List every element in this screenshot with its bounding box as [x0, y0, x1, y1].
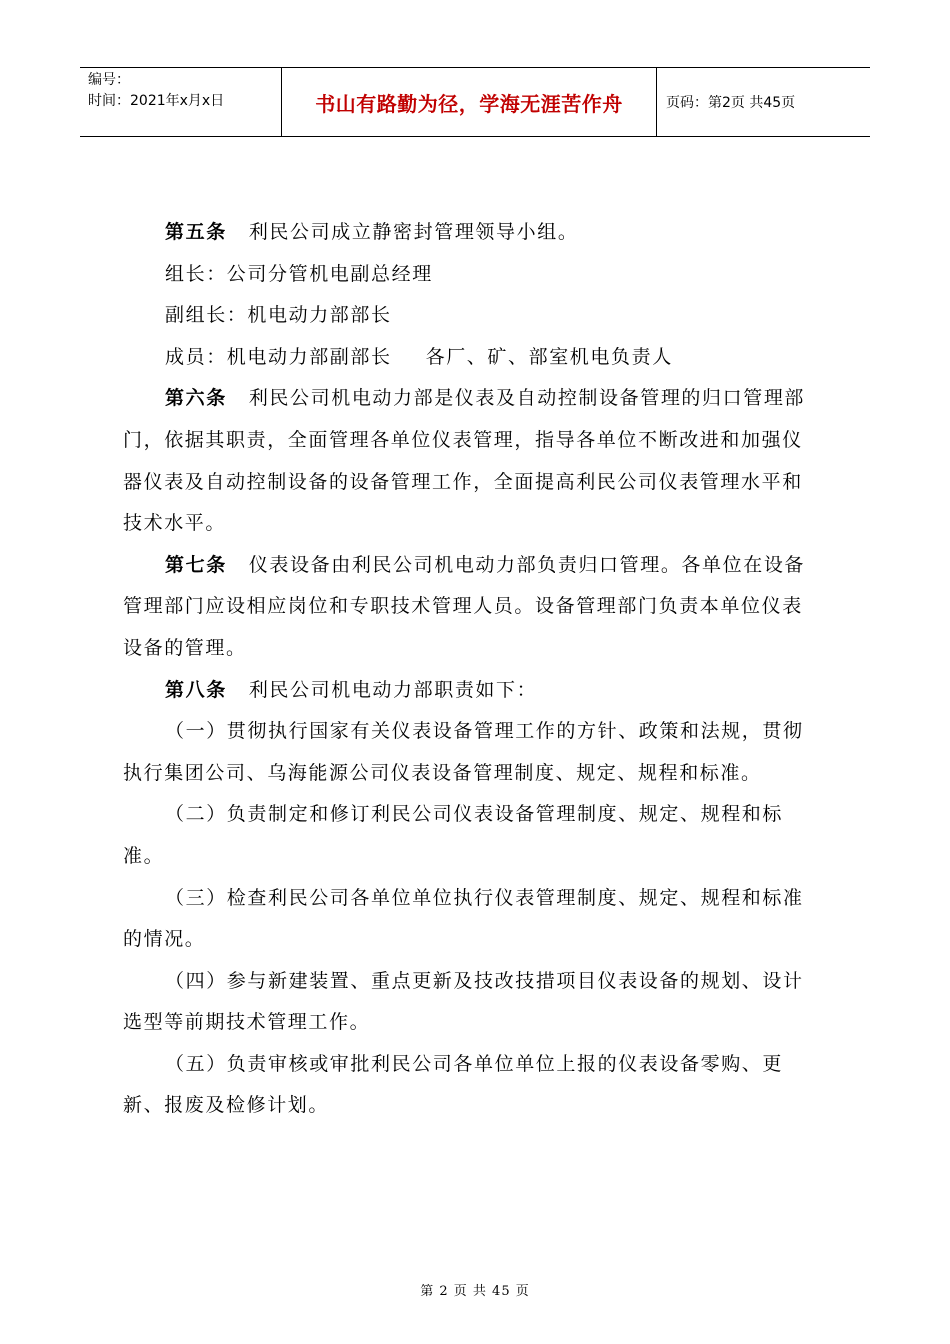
duty-item-3: （三）检查利民公司各单位单位执行仪表管理制度、规定、规程和标准的情况。	[123, 886, 804, 951]
duty-item-1: （一）贯彻执行国家有关仪表设备管理工作的方针、政策和法规，贯彻执行集团公司、乌海能源公司仪表设备管理制度、规定、规程和标准。	[123, 720, 804, 784]
document-number-label: 编号：	[88, 72, 130, 88]
group-deputy: 副组长：机电动力部部长	[165, 304, 392, 327]
duty-item-5: （五）负责审核或审批利民公司各单位单位上报的仪表设备零购、更新、报废及检修计划。	[123, 1052, 784, 1117]
article-8	[123, 670, 815, 712]
article-text: 仪表设备由利民公司机电动力部负责归口管理。各单位在设备管理部门应设相应岗位和专职技术管理人员。设备管理部门负责本单位仪表设备的管理。	[123, 553, 806, 659]
article-6	[123, 378, 815, 544]
header-page-info: 页码：第2页 共45页	[666, 95, 796, 111]
duty-item-2: （二）负责制定和修订利民公司仪表设备管理制度、规定、规程和标准。	[123, 803, 784, 867]
article-title: 第六条	[165, 387, 227, 410]
page-footer: 第 2 页 共 45 页	[420, 1284, 530, 1299]
group-leader: 组长：公司分管机电副总经理	[165, 262, 433, 285]
duty-item-4: （四）参与新建装置、重点更新及技改技措项目仪表设备的规划、设计选型等前期技术管理工作。	[123, 969, 804, 1034]
page-header	[80, 67, 870, 137]
article-text: 利民公司机电动力部是仪表及自动控制设备管理的归口管理部门，依据其职责，全面管理各单位仪表管理，指导各单位不断改进和加强仪器仪表及自动控制设备的设备管理工作，全面提高利民公司仪表管理水平和技术水平。	[123, 387, 806, 535]
article-text: 利民公司机电动力部职责如下：	[248, 678, 538, 701]
article-title: 第七条	[165, 553, 227, 576]
document-body	[123, 212, 815, 1127]
header-meta	[80, 68, 282, 136]
article-title: 第八条	[165, 678, 227, 701]
group-members: 成员：机电动力部副部长 各厂、矿、部室机电负责人	[165, 345, 673, 368]
article-7	[123, 545, 815, 670]
article-5	[123, 212, 815, 254]
article-text: 利民公司成立静密封管理领导小组。	[248, 221, 579, 243]
header-motto: 书山有路勤为径，学海无涯苦作舟	[282, 68, 657, 136]
article-title: 第五条	[165, 221, 227, 243]
document-time-label: 时间：2021年x月x日	[88, 93, 225, 109]
